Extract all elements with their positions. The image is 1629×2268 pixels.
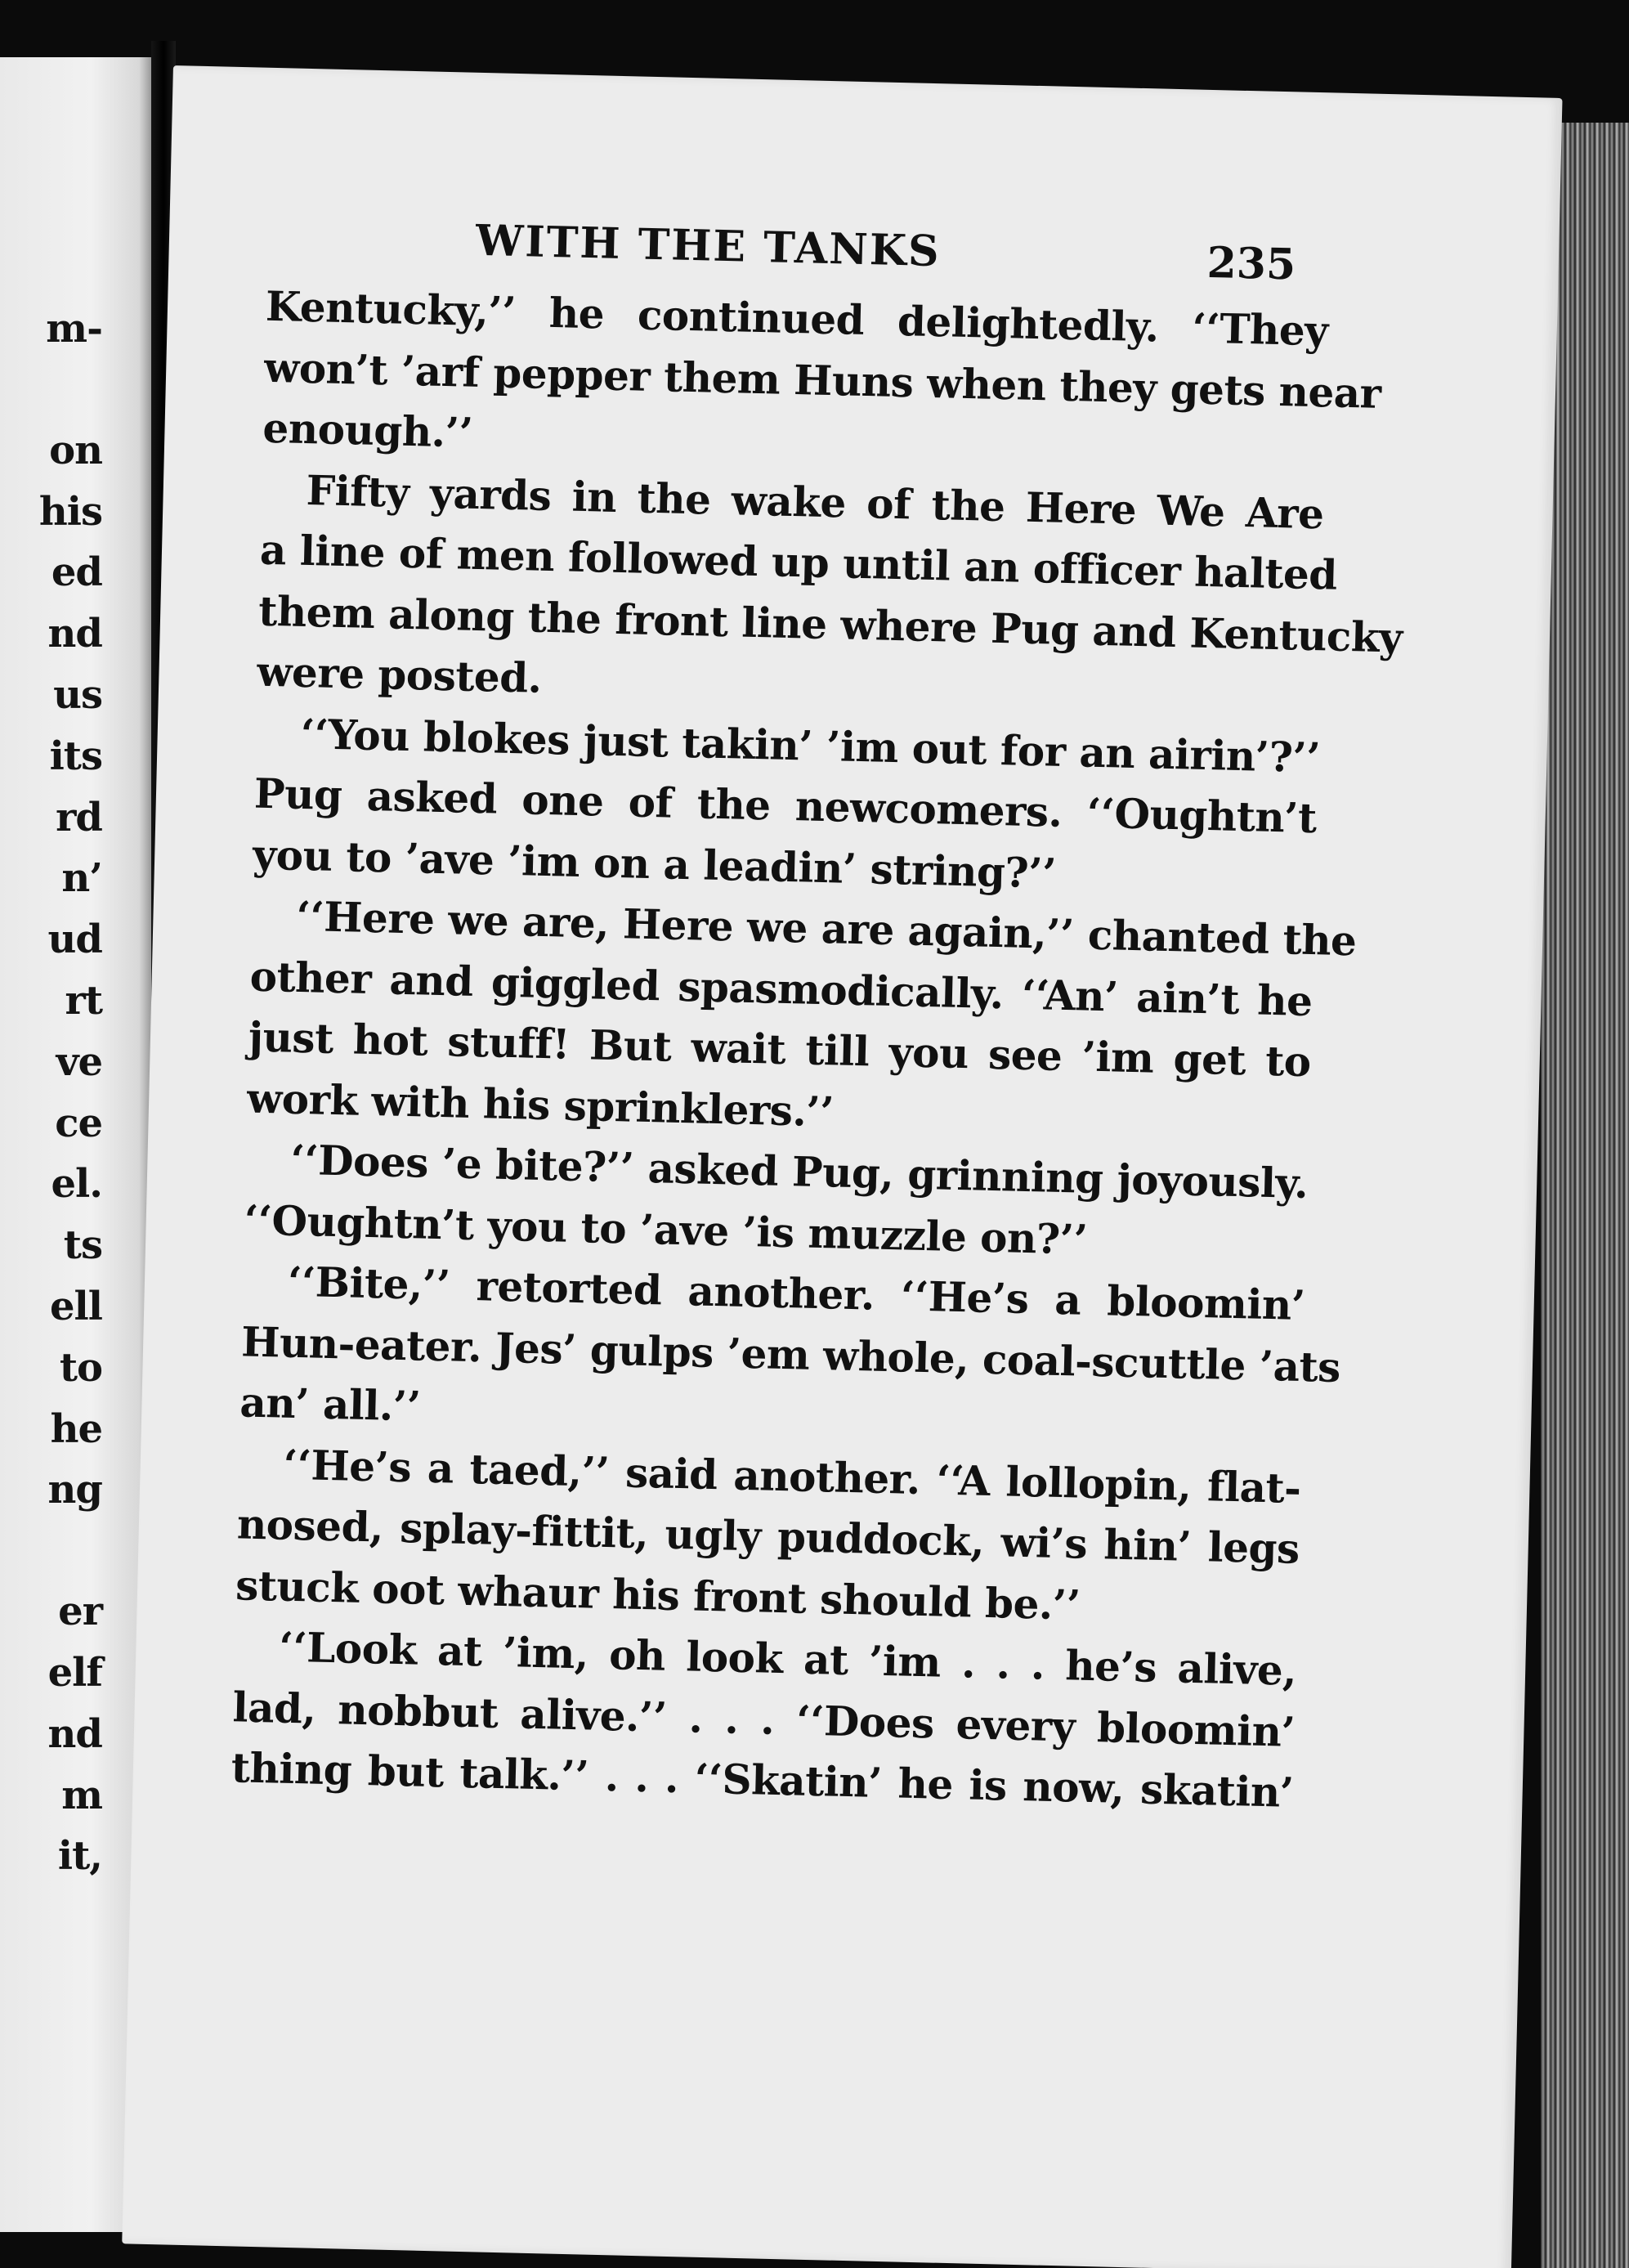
body-text bbox=[230, 276, 1403, 1824]
text-line: a line of men followed up until an officer halted bbox=[259, 525, 1338, 599]
previous-page-fragment bbox=[0, 57, 151, 2232]
page-text-block bbox=[230, 211, 1403, 1824]
previous-page-line-end: m bbox=[61, 1772, 102, 1818]
previous-page-line-end: nd bbox=[47, 1710, 102, 1757]
previous-page-line-end: ve bbox=[56, 1038, 102, 1085]
previous-page-line-end: rd bbox=[56, 794, 102, 840]
text-line: work with his sprinklers.’’ bbox=[246, 1073, 835, 1136]
previous-page-line-end: ce bbox=[55, 1100, 102, 1146]
previous-page-line-ends bbox=[0, 298, 151, 1887]
text-line: ‘‘Here we are, Here we are again,’’ chanted the bbox=[295, 891, 1358, 966]
text-line: you to ’ave ’im on a leadin’ string?’’ bbox=[252, 830, 1057, 898]
previous-page-line-end: us bbox=[53, 671, 102, 718]
previous-page-line-end: er bbox=[58, 1589, 102, 1635]
text-line: an’ all.’’ bbox=[239, 1378, 422, 1431]
text-line: other and giggled spasmodically. ‘‘An’ ain’t he bbox=[249, 952, 1313, 1025]
text-line: ‘‘Oughtn’t you to ’ave ’is muzzle on?’’ bbox=[244, 1195, 1089, 1264]
previous-page-line-end: m- bbox=[46, 306, 102, 352]
text-line: them along the front line where Pug and Kentucky bbox=[257, 586, 1403, 662]
text-line: Fifty yards in the wake of the Here We Are bbox=[306, 465, 1325, 538]
previous-page-line-end: his bbox=[38, 488, 102, 535]
text-line: ‘‘Does ’e bite?’’ asked Pug, grinning joyously. bbox=[289, 1135, 1309, 1208]
text-line: just hot stuff! But wait till you see ’im get to bbox=[248, 1012, 1312, 1087]
page-number: 235 bbox=[1206, 237, 1296, 290]
text-line: Kentucky,’’ he continued delightedly. ‘‘They bbox=[265, 281, 1329, 356]
previous-page-line-end: its bbox=[49, 733, 102, 779]
text-line: stuck oot whaur his front should be.’’ bbox=[235, 1560, 1081, 1629]
current-page bbox=[122, 65, 1562, 2268]
text-line: won’t ’arf pepper them Huns when they gets near bbox=[263, 343, 1382, 418]
previous-page-line-end: it, bbox=[57, 1833, 102, 1880]
text-line: were posted. bbox=[256, 647, 543, 702]
text-line: ‘‘Look at ’im, oh look at ’im . . . he’s alive, bbox=[278, 1622, 1297, 1695]
text-line: nosed, splay-fittit, ugly puddock, wi’s hin’ legs bbox=[236, 1499, 1300, 1573]
text-line: Hun-eater. Jes’ gulps ’em whole, coal-scuttle ’ats bbox=[240, 1316, 1341, 1392]
previous-page-line-end: elf bbox=[47, 1649, 102, 1696]
previous-page-line-end: ed bbox=[51, 549, 102, 596]
text-line: enough.’’ bbox=[262, 403, 474, 457]
previous-page-line-end bbox=[0, 1521, 151, 1581]
previous-page-line-end bbox=[0, 360, 151, 420]
previous-page-line-end: ell bbox=[49, 1283, 102, 1329]
previous-page-line-end: ng bbox=[47, 1467, 102, 1513]
previous-page-line-end: on bbox=[49, 427, 102, 473]
text-line: ‘‘He’s a taed,’’ said another. ‘‘A lollopin, flat- bbox=[283, 1440, 1302, 1513]
previous-page-line-end: nd bbox=[47, 611, 102, 657]
text-line: thing but talk.’’ . . . ‘‘Skatin’ he is now, skatin’ bbox=[230, 1743, 1295, 1817]
text-line: ‘‘Bite,’’ retorted another. ‘‘He’s a bloomin’ bbox=[287, 1257, 1306, 1330]
previous-page-line-end: ts bbox=[63, 1222, 102, 1269]
previous-page-line-end: he bbox=[50, 1405, 102, 1452]
previous-page-line-end: ud bbox=[47, 917, 102, 963]
text-line: lad, nobbut alive.’’ . . . ‘‘Does every bloomin’ bbox=[232, 1682, 1296, 1756]
text-line: Pug asked one of the newcomers. ‘‘Oughtn’t bbox=[253, 769, 1318, 843]
previous-page-line-end: el. bbox=[51, 1161, 102, 1208]
previous-page-line-end: to bbox=[59, 1344, 102, 1391]
text-line: ‘‘You blokes just takin’ ’im out for an airin’?’’ bbox=[300, 709, 1321, 782]
running-title: WITH THE TANKS bbox=[475, 215, 942, 277]
previous-page-line-end: rt bbox=[65, 977, 102, 1024]
previous-page-line-end: n’ bbox=[61, 855, 102, 902]
